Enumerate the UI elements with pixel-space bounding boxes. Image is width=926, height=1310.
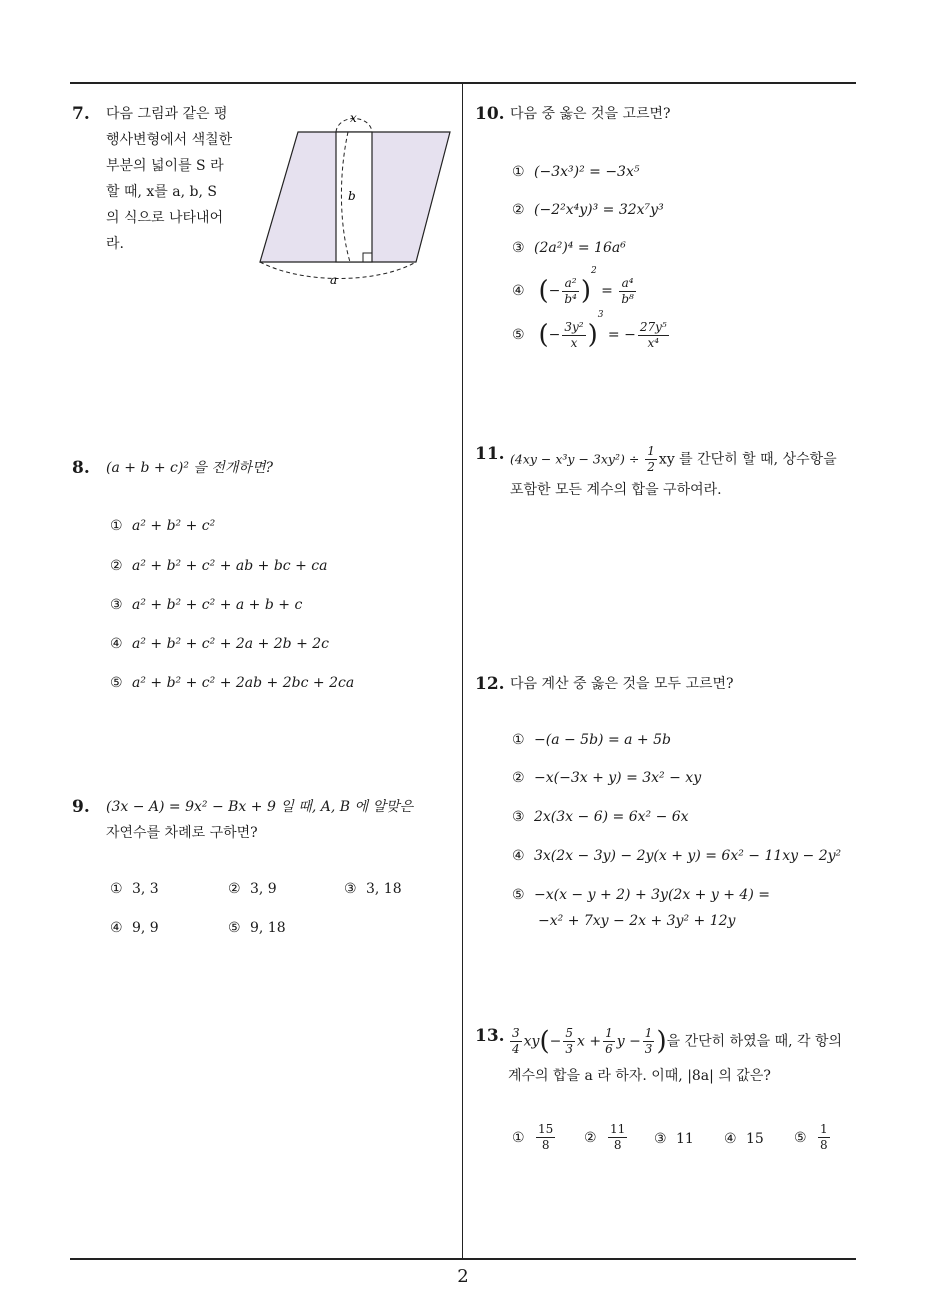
option-text: (−3x³)² = −3x⁵ (534, 164, 640, 180)
denominator: 6 (605, 1042, 613, 1056)
sign: − (624, 327, 636, 343)
stem-text: xy 를 간단히 할 때, 상수항을 (658, 451, 837, 468)
q12-option-2 (512, 770, 701, 786)
option-number: ④ (724, 1131, 737, 1147)
option-number: ⑤ (228, 920, 241, 936)
q10-option-5: ⑤ (− $\frac{\text{3y²}}{x}$ )$^3$ = − $\frac{\text{27y⁵}}{\text{x⁴}}$ (512, 310, 667, 350)
option-text: 11 (676, 1131, 694, 1147)
question-9-number: 9. (72, 797, 90, 817)
q8-option-2 (110, 558, 327, 574)
denominator: b⁴ (564, 291, 577, 306)
option-number: ④ (512, 283, 525, 299)
option-text: 3, 9 (250, 881, 277, 897)
numerator: 1 (647, 444, 655, 458)
q9-option-5 (228, 920, 286, 936)
q13-option-4 (724, 1131, 764, 1147)
fraction (510, 1026, 522, 1057)
option-number: ② (110, 558, 123, 574)
column-divider (462, 83, 463, 1259)
exponent: 2 (591, 266, 597, 276)
fraction (608, 1122, 627, 1153)
question-7-stem (106, 101, 246, 257)
page-number: 2 (457, 1266, 469, 1287)
q9-option-4 (110, 920, 159, 936)
denominator: 8 (820, 1138, 828, 1152)
fraction (563, 1026, 575, 1057)
denominator: 2 (647, 460, 655, 474)
option-number: ③ (512, 240, 525, 256)
q10-option-4: ④ (− $\frac{\text{a²}}{\text{b⁴}}$ )$^2$ = $\frac{\text{a⁴}}{\text{b⁸}}$ (512, 266, 634, 306)
numerator: 1 (820, 1122, 828, 1136)
stem-line: 라. (106, 236, 124, 252)
q12-option-5-continued: −x² + 7xy − 2x + 3y² + 12y (538, 913, 736, 929)
fraction (562, 276, 579, 307)
stem-line: 행사변형에서 색칠한 (106, 132, 233, 148)
option-number: ⑤ (512, 887, 525, 903)
bottom-rule (70, 1258, 856, 1260)
numerator: 3y² (564, 319, 584, 334)
question-13-stem: $\frac{3}{4}$ xy(− $\frac{5}{3}$ x + $\frac{1}{6}$ y − $\frac{1}{3}$ )을 간단히 하였을 때, 각 항의 계수의 합을 a 라 하자. 이때, |8a| 의 값은? (508, 1026, 868, 1089)
option-number: ⑤ (110, 675, 123, 691)
fraction (562, 320, 585, 351)
fraction (536, 1122, 555, 1153)
stem-line: 부분의 넓이를 S 라 (106, 158, 224, 174)
option-number: ① (512, 164, 525, 180)
option-text: 3, 3 (132, 881, 159, 897)
question-12-number: 12. (475, 674, 505, 694)
stem-line: (3x − A) = 9x² − Bx + 9 일 때, A, B 에 알맞은 (106, 799, 414, 815)
option-number: ④ (512, 848, 525, 864)
stem-line: 포함한 모든 계수의 합을 구하여라. (510, 482, 722, 498)
figure-label-b: b (348, 189, 356, 203)
option-text: −(a − 5b) = a + 5b (534, 732, 671, 748)
numerator: 5 (565, 1026, 573, 1040)
numerator: 11 (610, 1122, 626, 1136)
option-text: a² + b² + c² + ab + bc + ca (132, 558, 328, 574)
option-number: ② (512, 202, 525, 218)
q8-option-3 (110, 597, 302, 613)
option-text: 9, 18 (250, 920, 286, 936)
question-10-stem: 다음 중 옳은 것을 고르면? (510, 106, 671, 122)
option-number: ③ (110, 597, 123, 613)
figure-label-x: x (350, 111, 357, 125)
denominator: 4 (512, 1042, 520, 1056)
option-number: ③ (344, 881, 357, 897)
q13-option-2 (584, 1122, 629, 1153)
option-text: 9, 9 (132, 920, 159, 936)
denominator: 8 (613, 1138, 622, 1152)
option-number: ④ (110, 636, 123, 652)
q12-option-5 (512, 887, 770, 903)
sign: − (548, 283, 561, 299)
option-number: ② (512, 770, 525, 786)
numerator: 3 (512, 1026, 520, 1040)
option-text: (−2²x⁴y)³ = 32x⁷y³ (534, 202, 664, 218)
question-8-stem: (a + b + c)² 을 전개하면? (106, 460, 273, 476)
q10-option-3 (512, 240, 626, 256)
fraction (619, 276, 636, 307)
numerator: a² (562, 276, 579, 292)
q12-option-1 (512, 732, 671, 748)
stem-expression: (4xy − x³y − 3xy²) ÷ (510, 451, 644, 467)
parallelogram-figure (252, 108, 454, 290)
denominator: x⁴ (647, 335, 660, 350)
option-number: ⑤ (794, 1129, 807, 1146)
option-text: a² + b² + c² + 2a + 2b + 2c (132, 636, 330, 652)
denominator: 3 (644, 1042, 653, 1056)
stem-line: 계수의 합을 a 라 하자. 이때, |8a| 의 값은? (508, 1068, 771, 1084)
fraction (645, 444, 657, 475)
denominator: x (570, 335, 578, 350)
option-text: a² + b² + c² + a + b + c (132, 597, 303, 613)
q9-option-3 (344, 881, 402, 897)
denominator: 8 (541, 1138, 550, 1152)
q9-option-1 (110, 881, 159, 897)
option-text: a² + b² + c² + 2ab + 2bc + 2ca (132, 675, 355, 691)
question-13-number: 13. (475, 1026, 505, 1046)
q8-option-5 (110, 675, 354, 691)
fraction (643, 1026, 655, 1057)
option-number: ③ (512, 809, 525, 825)
stem-line: 자연수를 차례로 구하면? (106, 825, 258, 841)
figure-label-a: a (330, 273, 338, 287)
question-9-stem (106, 794, 456, 846)
question-11-stem (510, 444, 860, 503)
option-text: −x(−3x + y) = 3x² − xy (534, 770, 702, 786)
numerator: a⁴ (619, 276, 636, 292)
q13-option-3 (654, 1131, 694, 1147)
option-number: ④ (110, 920, 123, 936)
q12-option-4 (512, 848, 841, 864)
q9-option-2 (228, 881, 277, 897)
q10-option-1 (512, 164, 639, 180)
numerator: 1 (605, 1026, 613, 1040)
question-8-number: 8. (72, 458, 90, 478)
question-11-number: 11. (475, 444, 505, 464)
numerator: 15 (538, 1122, 554, 1136)
fraction (603, 1026, 615, 1057)
option-text: a² + b² + c² (132, 518, 216, 534)
option-number: ⑤ (512, 327, 525, 343)
q13-option-5 (794, 1122, 832, 1153)
option-number: ② (228, 881, 241, 897)
numerator: 1 (644, 1026, 653, 1040)
a-brace (260, 262, 416, 279)
question-12-stem: 다음 계산 중 옳은 것을 모두 고르면? (510, 676, 734, 692)
stem-text: 을 간단히 하였을 때, 각 항의 (666, 1033, 843, 1050)
option-number: ② (584, 1129, 597, 1146)
q8-option-4 (110, 636, 329, 652)
option-number: ① (512, 1129, 525, 1146)
stem-line: 할 때, x를 a, b, S (106, 184, 217, 200)
fraction (818, 1122, 830, 1153)
denominator: 3 (565, 1042, 573, 1056)
sign: − (548, 327, 561, 343)
stem-line: 다음 그림과 같은 평 (106, 106, 228, 122)
option-text: −x(x − y + 2) + 3y(2x + y + 4) = (534, 887, 770, 903)
question-10-number: 10. (475, 104, 505, 124)
q13-option-1 (512, 1122, 557, 1153)
denominator: b⁸ (621, 291, 634, 306)
option-number: ① (110, 518, 123, 534)
option-text: 2x(3x − 6) = 6x² − 6x (534, 809, 689, 825)
stem-line: 의 식으로 나타내어 (106, 210, 224, 226)
question-7-number: 7. (72, 104, 90, 124)
option-text: 15 (746, 1131, 764, 1147)
option-text: 3x(2x − 3y) − 2y(x + y) = 6x² − 11xy − 2y² (534, 848, 842, 864)
option-number: ① (110, 881, 123, 897)
option-text: (2a²)⁴ = 16a⁶ (534, 240, 626, 256)
option-text: 3, 18 (366, 881, 402, 897)
q10-option-2 (512, 202, 664, 218)
numerator: 27y⁵ (639, 319, 667, 334)
q8-option-1 (110, 518, 215, 534)
exponent: 3 (597, 310, 604, 320)
option-number: ③ (654, 1131, 667, 1147)
option-number: ① (512, 732, 525, 748)
q12-option-3 (512, 809, 689, 825)
fraction (638, 320, 669, 351)
